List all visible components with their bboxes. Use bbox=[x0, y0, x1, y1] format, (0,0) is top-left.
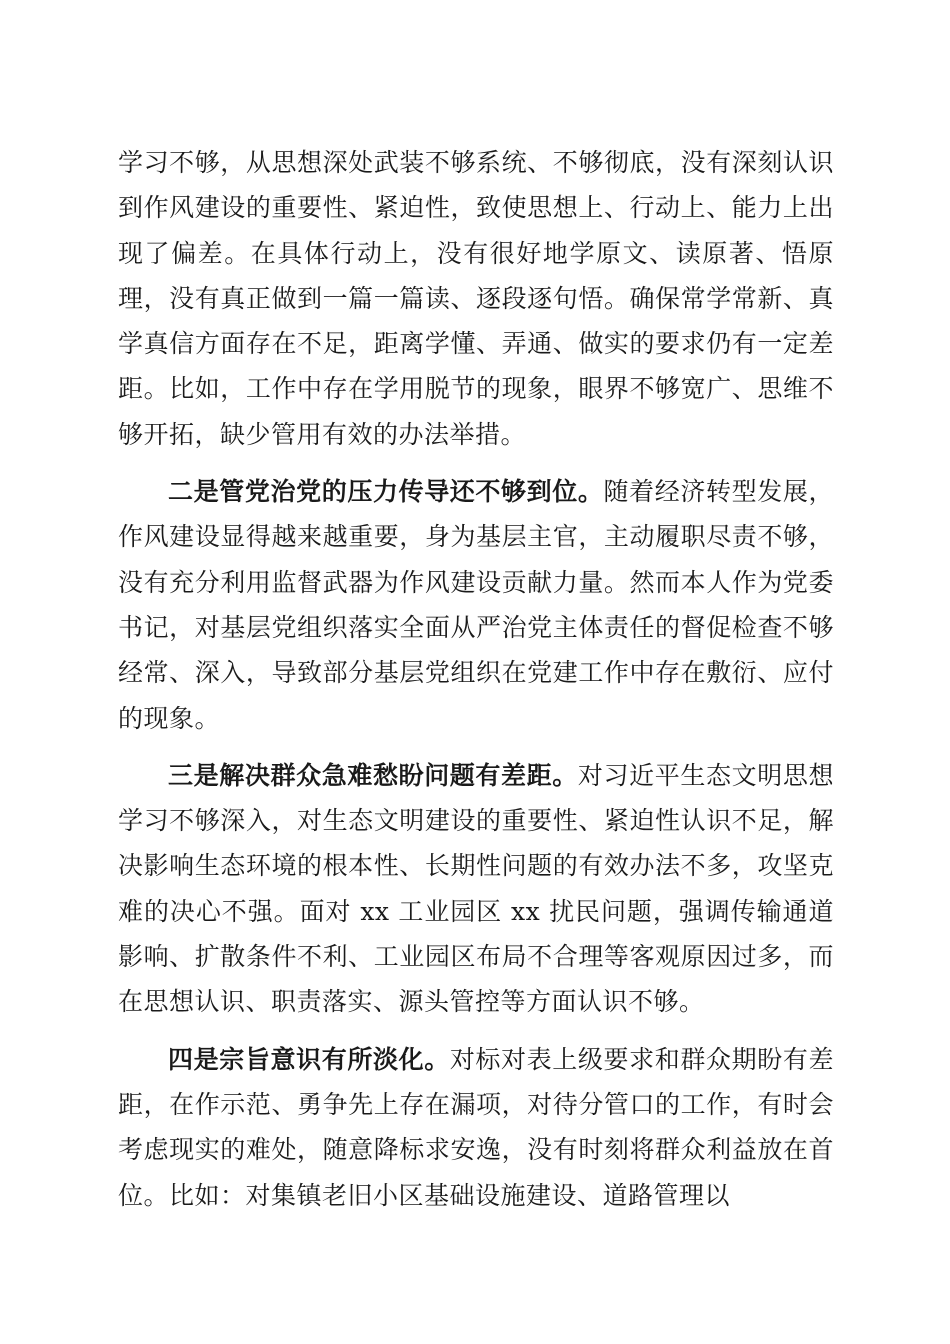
paragraph-3 bbox=[118, 753, 834, 1025]
paragraph-4 bbox=[118, 1037, 834, 1218]
paragraph-2-text: 随着经济转型发展，作风建设显得越来越重要，身为基层主官，主动履职尽责不够，没有充分利用监督武器为作风建设贡献力量。然而本人作为党委书记，对基层党组织落实全面从严治党主体责任的督促检查不够经常、深入，导致部分基层党组织在党建工作中存在敷衍、应付的现象。 bbox=[118, 477, 834, 733]
paragraph-2-heading: 二是管党治党的压力传导还不够到位。 bbox=[168, 477, 604, 507]
paragraph-3-heading: 三是解决群众急难愁盼问题有差距。 bbox=[168, 760, 578, 790]
paragraph-2 bbox=[118, 469, 834, 741]
paragraph-4-heading: 四是宗旨意识有所淡化。 bbox=[168, 1044, 450, 1074]
paragraph-1 bbox=[118, 140, 834, 457]
document-body bbox=[118, 140, 834, 1230]
paragraph-3-text: 对习近平生态文明思想学习不够深入，对生态文明建设的重要性、紧迫性认识不足，解决影响生态环境的根本性、长期性问题的有效办法不多，攻坚克难的决心不强。面对 xx 工业园区 xx 扰民问题，强调传输通道影响、扩散条件不利、工业园区布局不合理等客观原因过多，而在思想认识、职责落实、源头管控等方面认识不够。 bbox=[118, 760, 834, 1017]
paragraph-1-text: 学习不够，从思想深处武装不够系统、不够彻底，没有深刻认识到作风建设的重要性、紧迫性，致使思想上、行动上、能力上出现了偏差。在具体行动上，没有很好地学原文、读原著、悟原理，没有真正做到一篇一篇读、逐段逐句悟。确保常学常新、真学真信方面存在不足，距离学懂、弄通、做实的要求仍有一定差距。比如，工作中存在学用脱节的现象，眼界不够宽广、思维不够开拓，缺少管用有效的办法举措。 bbox=[118, 148, 834, 449]
paragraph-4-text: 对标对表上级要求和群众期盼有差距，在作示范、勇争先上存在漏项，对待分管口的工作，有时会考虑现实的难处，随意降标求安逸，没有时刻将群众利益放在首位。比如：对集镇老旧小区基础设施建设、道路管理以 bbox=[118, 1044, 834, 1210]
